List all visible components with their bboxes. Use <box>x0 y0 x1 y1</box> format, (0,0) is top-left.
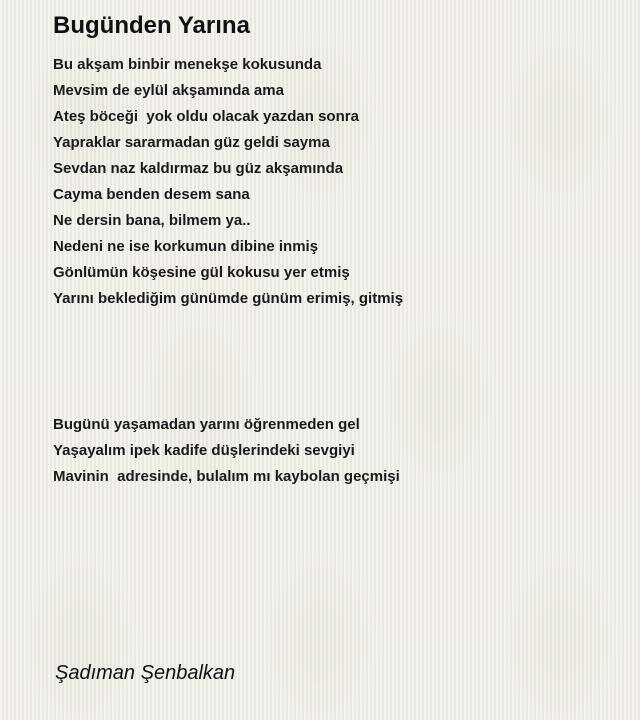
poem-line: Yarını beklediğim günümde günüm erimiş, gitmiş <box>53 290 404 307</box>
poem-line: Mevsim de eylül akşamında ama <box>53 82 284 99</box>
poem-line: Sevdan naz kaldırmaz bu güz akşamında <box>53 160 344 177</box>
poem-line: Gönlümün köşesine gül kokusu yer etmiş <box>53 264 350 281</box>
stanza-1 <box>53 52 403 312</box>
poem-line: Bu akşam binbir menekşe kokusunda <box>53 56 322 73</box>
poem-line: Yapraklar sararmadan güz geldi sayma <box>53 134 330 151</box>
poem-title: Bugünden Yarına <box>53 12 250 39</box>
poem-line: Cayma benden desem sana <box>53 186 250 203</box>
poem-line: Bugünü yaşamadan yarını öğrenmeden gel <box>53 416 360 433</box>
poem-line: Mavinin adresinde, bulalım mı kaybolan geçmişi <box>53 468 400 485</box>
poem-line: Yaşayalım ipek kadife düşlerindeki sevgiyi <box>53 442 355 459</box>
poem-author: Şadıman Şenbalkan <box>55 662 236 684</box>
poem-line: Ne dersin bana, bilmem ya.. <box>53 212 251 229</box>
stanza-2 <box>53 412 400 490</box>
poem-line: Ateş böceği yok oldu olacak yazdan sonra <box>53 108 359 125</box>
poem-line: Nedeni ne ise korkumun dibine inmiş <box>53 238 319 255</box>
